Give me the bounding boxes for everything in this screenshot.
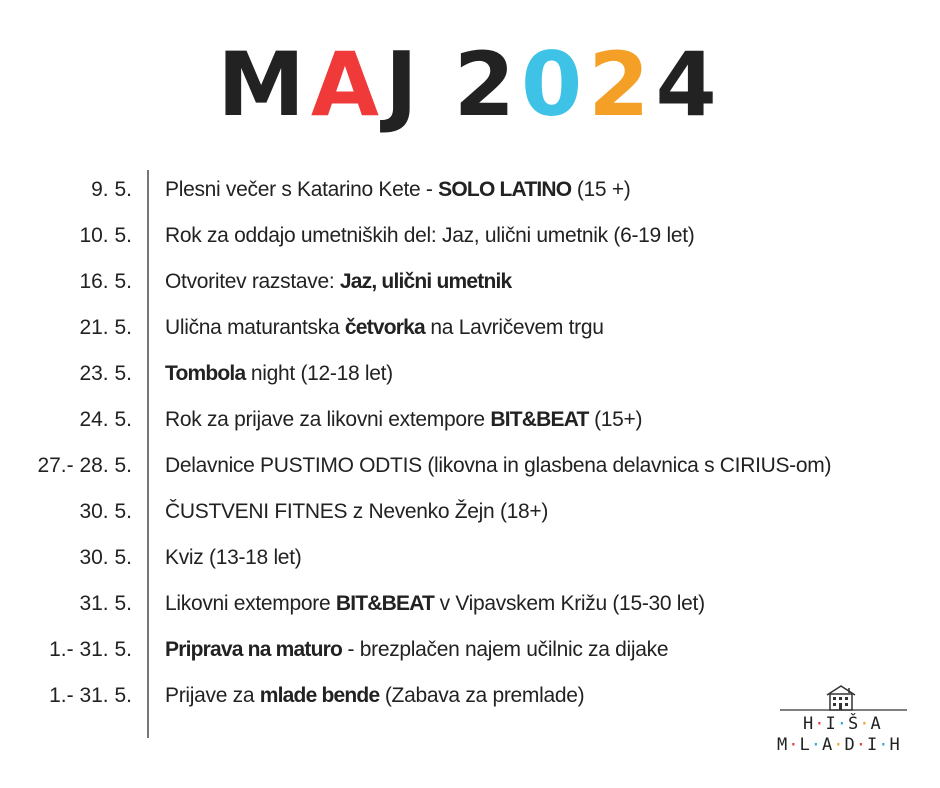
event-row: [0, 354, 940, 400]
logo-line-mladih: [777, 735, 901, 755]
event-date: 21. 5.: [79, 316, 132, 339]
event-description: [165, 546, 301, 570]
event-date: 30. 5.: [79, 546, 132, 569]
event-highlight: Tombola: [165, 362, 246, 385]
title-letter: 2: [588, 33, 656, 136]
event-description: [165, 408, 642, 432]
logo-dot: ·: [814, 714, 826, 734]
hisa-mladih-logo: [775, 683, 910, 758]
event-date: 1.- 31. 5.: [49, 684, 132, 707]
event-description: [165, 224, 694, 248]
logo-letter: L: [799, 735, 811, 755]
event-date: 30. 5.: [79, 500, 132, 523]
event-description: [165, 362, 393, 386]
event-row: [0, 584, 940, 630]
logo-letter: D: [844, 735, 856, 755]
event-text: (Zabava za premlade): [379, 684, 585, 707]
logo-dot: ·: [810, 735, 822, 755]
event-text: (15 +): [571, 178, 631, 201]
event-text: Likovni extempore: [165, 592, 336, 615]
logo-letter: A: [870, 714, 882, 734]
title-letter: A: [310, 33, 385, 136]
event-row: [0, 216, 940, 262]
event-highlight: Priprava na maturo: [165, 638, 342, 661]
event-description: [165, 270, 511, 294]
event-text: (15+): [588, 408, 643, 431]
event-row: [0, 446, 940, 492]
event-row: [0, 170, 940, 216]
logo-letter: M: [777, 735, 789, 755]
event-date: 27.- 28. 5.: [37, 454, 132, 477]
logo-dot: ·: [833, 735, 845, 755]
event-text: Kviz (13-18 let): [165, 546, 302, 569]
event-text: Rok za oddajo umetniških del: Jaz, ulični umetnik (6-19 let): [165, 224, 695, 247]
title-letter: 0: [520, 33, 589, 136]
event-text: Rok za prijave za likovni extempore: [165, 408, 491, 431]
event-date: 9. 5.: [91, 178, 132, 201]
event-text: night (12-18 let): [245, 362, 393, 385]
event-text: na Lavričevem trgu: [424, 316, 604, 339]
event-date: 24. 5.: [79, 408, 132, 431]
event-date: 16. 5.: [79, 270, 132, 293]
event-highlight: četvorka: [344, 316, 425, 339]
event-row: [0, 630, 940, 676]
event-row: [0, 538, 940, 584]
event-description: [165, 592, 705, 616]
logo-dot: ·: [878, 735, 890, 755]
event-description: [165, 454, 831, 478]
event-description: [165, 316, 604, 340]
event-highlight: Jaz, ulični umetnik: [339, 270, 512, 293]
logo-line-hisa: [803, 714, 882, 734]
logo-dot: ·: [855, 735, 867, 755]
event-text: Prijave za: [165, 684, 260, 707]
event-description: [165, 500, 548, 524]
event-row: [0, 262, 940, 308]
event-text: Ulična maturantska: [165, 316, 345, 339]
logo-letter: H: [889, 735, 901, 755]
house-icon: [775, 683, 910, 713]
event-description: [165, 684, 584, 708]
event-date: 1.- 31. 5.: [49, 638, 132, 661]
event-date: 10. 5.: [79, 224, 132, 247]
event-list: [0, 170, 940, 722]
logo-letter: Š: [848, 714, 860, 734]
event-text: - brezplačen najem učilnic za dijake: [342, 638, 669, 661]
logo-letter: I: [867, 735, 879, 755]
logo-dot: ·: [836, 714, 848, 734]
event-highlight: mlade bende: [259, 684, 380, 707]
event-text: v Vipavskem Križu (15-30 let): [434, 592, 705, 615]
logo-letter: A: [822, 735, 834, 755]
logo-letter: I: [825, 714, 837, 734]
event-date: 31. 5.: [79, 592, 132, 615]
event-date: 23. 5.: [79, 362, 132, 385]
logo-dot: ·: [788, 735, 800, 755]
page-title: [0, 30, 940, 140]
event-text: Otvoritev razstave:: [165, 270, 340, 293]
event-text: ČUSTVENI FITNES z Nevenko Žejn (18+): [165, 500, 549, 523]
event-description: [165, 178, 631, 202]
logo-dot: ·: [859, 714, 871, 734]
event-row: [0, 492, 940, 538]
event-highlight: BIT&BEAT: [490, 408, 589, 431]
title-letter: 4: [655, 33, 723, 136]
event-row: [0, 308, 940, 354]
event-text: Plesni večer s Katarino Kete -: [165, 178, 439, 201]
event-text: Delavnice PUSTIMO ODTIS (likovna in glasbena delavnica s CIRIUS-om): [165, 454, 832, 477]
title-letter: J: [385, 33, 424, 136]
event-highlight: BIT&BEAT: [335, 592, 435, 615]
logo-letter: H: [803, 714, 815, 734]
event-highlight: SOLO LATINO: [438, 178, 572, 201]
title-letter: M: [217, 33, 311, 136]
event-description: [165, 638, 668, 662]
event-row: [0, 400, 940, 446]
title-letter: 2: [453, 33, 521, 136]
